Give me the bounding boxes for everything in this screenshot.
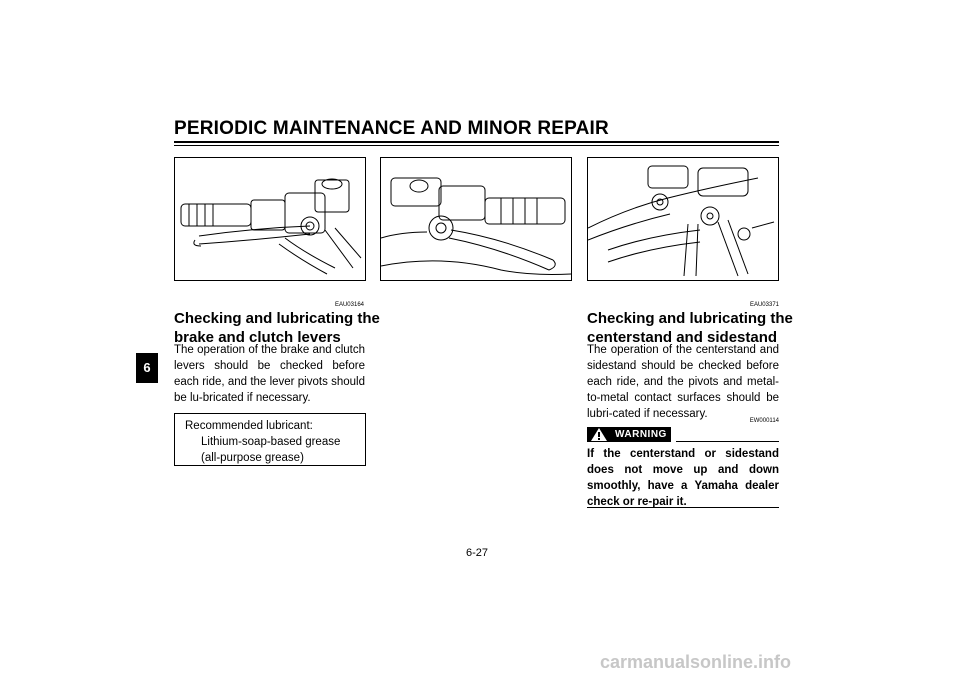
clutch-lever-illustration — [380, 157, 572, 281]
section-code: EAU03371 — [749, 302, 779, 308]
body-text-stands: The operation of the centerstand and sidestand should be checked before each ride, and the pivots and metal-to-metal contact surfaces should be lubri-cated if necessary. — [587, 344, 779, 420]
heading-line: centerstand and sidestand — [587, 329, 778, 346]
lubricant-box — [174, 413, 366, 466]
heading-line: Checking and lubricating the — [174, 310, 380, 327]
chapter-tab: 6 — [136, 353, 158, 383]
page-header-title: PERIODIC MAINTENANCE AND MINOR REPAIR — [174, 118, 609, 139]
section-code: EAU03164 — [334, 302, 364, 308]
brake-lever-illustration — [174, 157, 366, 281]
sidestand-illustration — [587, 157, 779, 281]
warning-label: WARNING — [615, 429, 667, 440]
warning-badge — [587, 427, 671, 442]
header-rule — [174, 141, 779, 143]
lubricant-value: Lithium-soap-based grease — [201, 436, 341, 448]
warning-triangle-icon — [591, 428, 607, 441]
body-text-brake-clutch: The operation of the brake and clutch levers should be checked before each ride, and the lever pivots should be lu-bricated if necessary. — [174, 344, 365, 404]
header-rule-thin — [174, 145, 779, 146]
warning-code: EW000114 — [749, 418, 779, 424]
warning-bottom-rule — [587, 507, 779, 508]
watermark: carmanualsonline.info — [600, 652, 792, 672]
heading-line: brake and clutch levers — [174, 329, 341, 346]
heading-line: Checking and lubricating the — [587, 310, 793, 327]
warning-text: If the centerstand or sidestand does not move up and down smoothly, have a Yamaha dealer check or re-pair it. — [587, 448, 779, 508]
lubricant-label: Recommended lubricant: — [185, 420, 313, 432]
page-number: 6-27 — [466, 547, 489, 559]
warning-rule — [676, 441, 779, 442]
lubricant-value: (all-purpose grease) — [201, 452, 304, 464]
